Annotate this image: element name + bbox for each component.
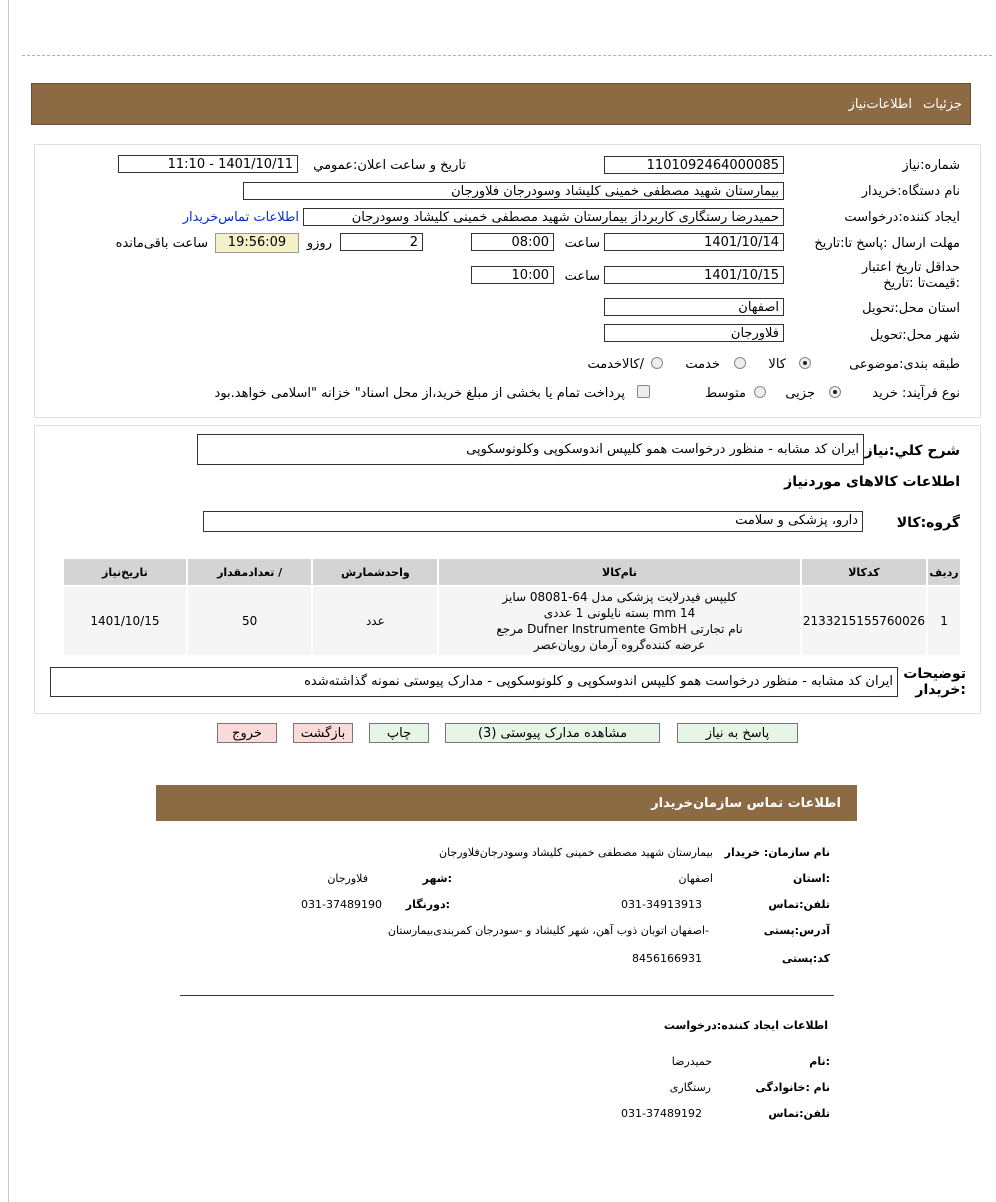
cell-code: 2133215155760026 <box>802 587 926 655</box>
process-option-medium: متوسط <box>705 386 746 401</box>
need-number-label: شماره:نیاز <box>902 158 960 173</box>
buyer-contact-title: اطلاعات تماس سازمان‌خریدار <box>651 796 841 811</box>
page-header-bar <box>31 83 971 125</box>
contact-postal-label: کد:پستی <box>781 952 830 965</box>
goods-group-label: گروه:کالا <box>896 515 960 531</box>
goods-table <box>62 557 962 657</box>
cell-unit: عدد <box>313 587 437 655</box>
remaining-timer: 19:56:09 <box>215 233 299 253</box>
col-header-code: کدکالا <box>802 559 926 585</box>
goods-table-header-row <box>64 559 960 585</box>
contact-phone-value: 031-34913913 <box>621 898 702 911</box>
creator-phone-label: تلفن:تماس <box>768 1107 830 1120</box>
announce-date-label: تاریخ و ساعت اعلان:عمومي <box>313 158 466 173</box>
category-radio-goods[interactable] <box>799 357 811 369</box>
validity-time-field: 10:00 <box>471 266 554 284</box>
deadline-label: مهلت ارسال :پاسخ تا:تاریخ <box>814 236 960 251</box>
category-option-goods: کالا <box>768 357 786 372</box>
contact-phone-label: تلفن:تماس <box>768 898 830 911</box>
buyer-contact-link[interactable]: اطلاعات تماس‌خریدار <box>182 210 299 225</box>
section-divider <box>180 995 834 996</box>
contact-org-value: بیمارستان شهید مصطفی خمینی کلیشاد وسودرجان‌فلاورجان <box>439 846 713 859</box>
reply-button[interactable]: پاسخ به نیاز <box>677 723 798 743</box>
dotted-divider <box>22 55 992 56</box>
back-button[interactable]: بازگشت <box>293 723 353 743</box>
cell-name-line: نام تجارتی Dufner Instrumente GmbH مرجع <box>496 622 743 636</box>
creator-family-value: رستگاری <box>669 1081 711 1094</box>
buyer-notes-field: ایران کد مشابه - منظور درخواست همو کلیپس اندوسکوپی و کلونوسکوپی - مدارک پیوستی نمونه گذاشته‌شده <box>50 667 898 697</box>
category-label: طبقه بندی:موضوعی <box>849 357 960 372</box>
cell-quantity: 50 <box>188 587 312 655</box>
city-label: شهر محل:تحویل <box>870 328 960 343</box>
category-radio-goods-service[interactable] <box>651 357 663 369</box>
col-header-date: تاریخ‌نیاز <box>64 559 186 585</box>
view-attachments-button[interactable]: مشاهده مدارک پیوستی (3) <box>445 723 660 743</box>
category-option-goods-service: /کالاخدمت <box>587 357 644 372</box>
days-label: روزو <box>306 236 332 251</box>
treasury-payment-note: پرداخت تمام یا بخشی از مبلغ خرید،از محل اسناد" خزانه "اسلامی خواهد.بود <box>214 386 625 401</box>
contact-city-value: فلاورجان <box>327 872 368 885</box>
general-description-field: ایران کد مشابه - منظور درخواست همو کلیپس اندوسکوپی وکلونوسکوپی <box>197 434 864 465</box>
goods-group-field: دارو، پزشکی و سلامت <box>203 511 863 532</box>
buyer-contact-header <box>156 785 857 821</box>
contact-postal-value: 8456166931 <box>632 952 702 965</box>
cell-name-line: عرضه کننده‌گروه آرمان رویان‌عصر <box>533 638 706 652</box>
table-row <box>64 587 960 655</box>
contact-province-label: :استان <box>793 872 830 885</box>
days-field: 2 <box>340 233 423 251</box>
contact-org-label: نام سازمان: خریدار <box>724 846 830 859</box>
goods-info-title: اطلاعات کالاهای موردنیاز <box>784 474 960 490</box>
validity-time-label: ساعت <box>564 269 600 284</box>
contact-city-label: :شهر <box>422 872 452 885</box>
validity-label: حداقل تاریخ اعتبار :قیمت‌تا :تاریخ <box>861 260 960 291</box>
validity-date-field: 1401/10/15 <box>604 266 784 284</box>
cell-name-line: 14 mm بسته نایلونی 1 عددی <box>543 606 696 620</box>
col-header-quantity: / تعدادمقدار <box>188 559 312 585</box>
col-header-row-number: ردیف <box>928 559 960 585</box>
buyer-org-label: نام دستگاه:خریدار <box>861 184 960 199</box>
deadline-time-field: 08:00 <box>471 233 554 251</box>
print-button[interactable]: چاپ <box>369 723 429 743</box>
creator-info-title: اطلاعات ایجاد کننده:درخواست <box>663 1019 828 1032</box>
creator-field: حمیدرضا رستگاری کاربرداز بیمارستان شهید مصطفی خمینی کلیشاد وسودرجان <box>303 208 784 226</box>
exit-button[interactable]: خروج <box>217 723 277 743</box>
left-border <box>8 0 9 1202</box>
process-type-label: نوع فرآیند: خرید <box>872 386 960 401</box>
creator-name-label: :نام <box>809 1055 830 1068</box>
cell-date: 1401/10/15 <box>64 587 186 655</box>
col-header-name: نام‌کالا <box>439 559 800 585</box>
tab-need-info[interactable]: اطلاعات‌نیاز <box>848 97 912 112</box>
contact-address-label: آدرس:پستی <box>763 924 830 937</box>
creator-label: ایجاد کننده:درخواست <box>844 210 960 225</box>
category-option-service: خدمت <box>685 357 720 372</box>
contact-address-value: -اصفهان اتوبان ذوب آهن، شهر کلیشاد و -سودرجان کمربندی‌بیمارستان <box>387 924 709 937</box>
need-number-field: 1101092464000085 <box>604 156 784 174</box>
process-option-minor: جزیی <box>785 386 815 401</box>
creator-phone-value: 031-37489192 <box>621 1107 702 1120</box>
treasury-payment-checkbox[interactable] <box>637 385 650 398</box>
contact-province-value: اصفهان <box>678 872 713 885</box>
category-radio-service[interactable] <box>734 357 746 369</box>
remaining-label: ساعت باقی‌مانده <box>115 236 208 251</box>
deadline-date-field: 1401/10/14 <box>604 233 784 251</box>
province-label: استان محل:تحویل <box>862 301 960 316</box>
process-radio-minor[interactable] <box>829 386 841 398</box>
col-header-unit: واحدشمارش <box>313 559 437 585</box>
cell-name-line: کلیپس فیدرلایت پزشکی مدل 64-08081 سایز <box>502 590 737 604</box>
creator-name-value: حمیدرضا <box>671 1055 712 1068</box>
contact-fax-value: 031-37489190 <box>301 898 382 911</box>
contact-fax-label: :دورنگار <box>405 898 450 911</box>
cell-name <box>439 587 800 655</box>
general-description-label: شرح كلي:نیاز <box>864 443 960 459</box>
cell-row-number: 1 <box>928 587 960 655</box>
buyer-notes-label: توضیحات :خریدار <box>903 666 966 698</box>
buyer-org-field: بیمارستان شهید مصطفی خمینی کلیشاد وسودرجان فلاورجان <box>243 182 784 200</box>
province-field: اصفهان <box>604 298 784 316</box>
announce-date-field: 1401/10/11 - 11:10 <box>118 155 298 173</box>
city-field: فلاورجان <box>604 324 784 342</box>
process-radio-medium[interactable] <box>754 386 766 398</box>
creator-family-label: نام :خانوادگی <box>755 1081 830 1094</box>
tab-details[interactable]: جزئيات <box>923 97 962 112</box>
deadline-time-label: ساعت <box>564 236 600 251</box>
